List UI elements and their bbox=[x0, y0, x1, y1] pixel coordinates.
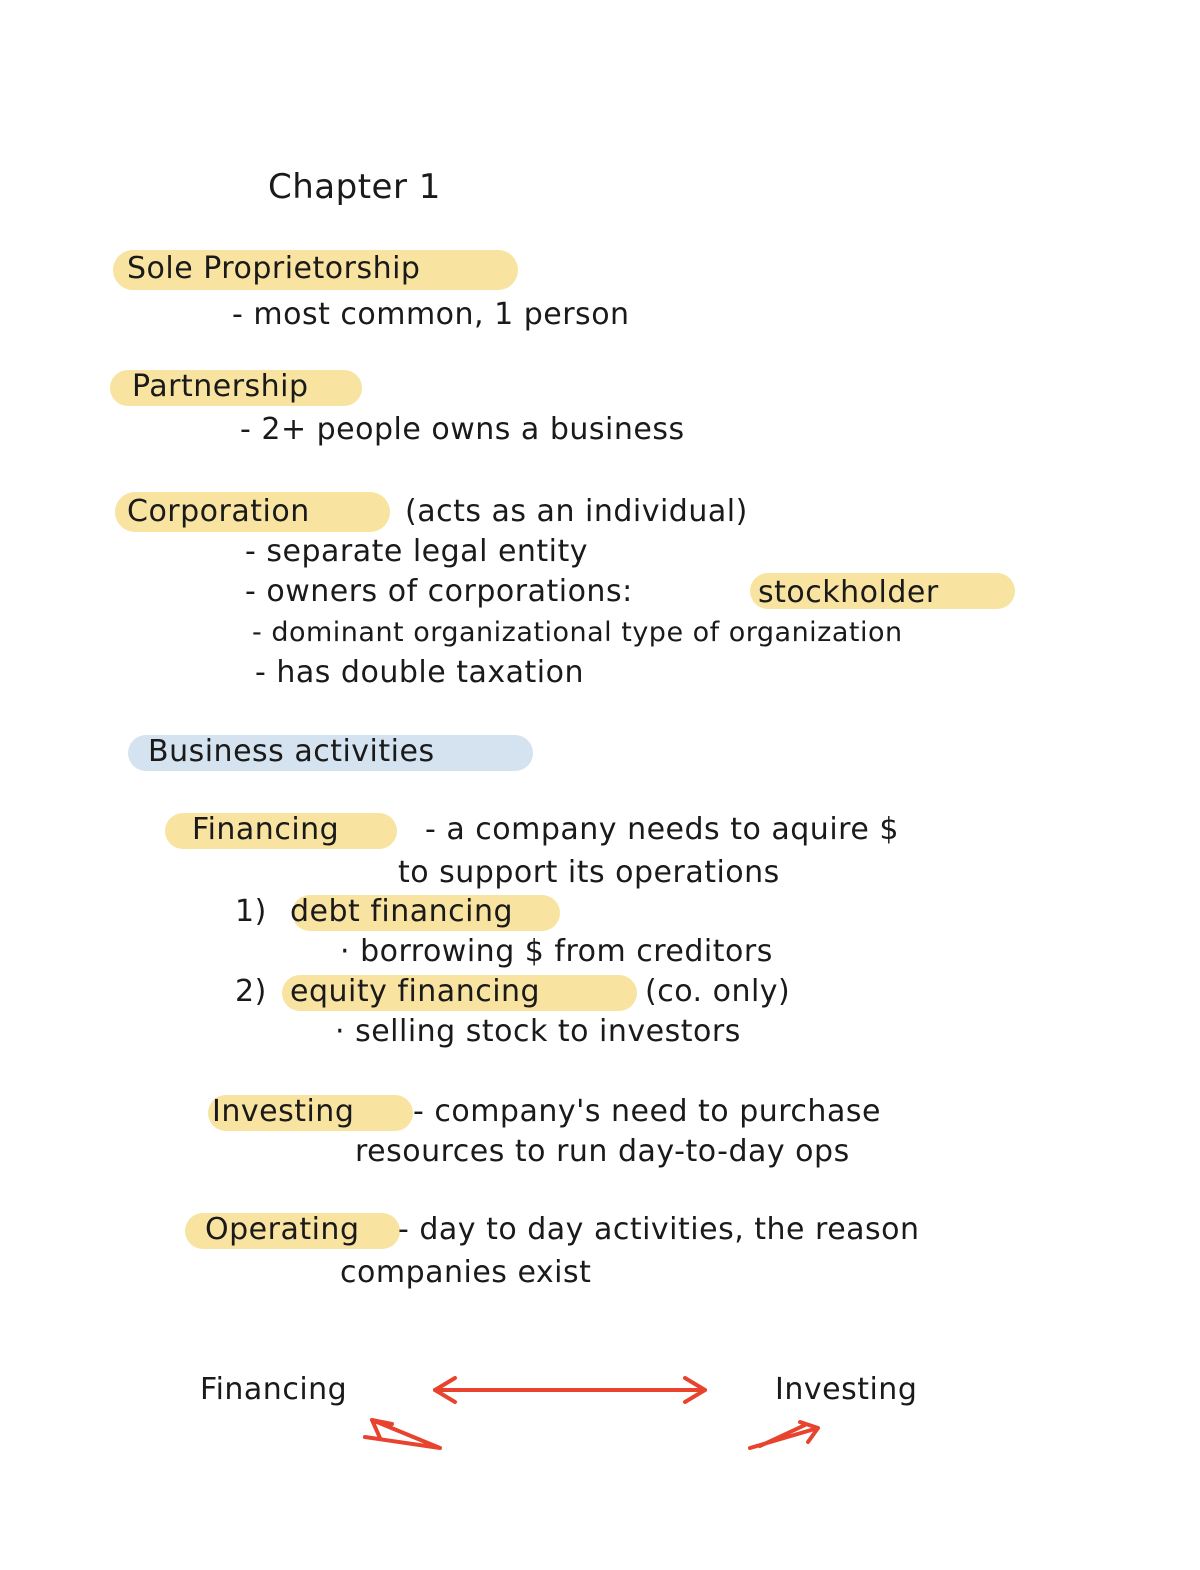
diagram-investing-label: Investing bbox=[775, 1372, 918, 1407]
investing-term: Investing bbox=[212, 1094, 355, 1129]
investing-line-1: - company's need to purchase bbox=[413, 1094, 881, 1129]
equity-financing-note: · selling stock to investors bbox=[335, 1014, 741, 1049]
page-title: Chapter 1 bbox=[268, 167, 441, 207]
corporation-point-4: - has double taxation bbox=[255, 655, 584, 690]
business-activities-heading: Business activities bbox=[148, 734, 435, 769]
financing-line-2: to support its operations bbox=[398, 855, 780, 890]
debt-financing-term: debt financing bbox=[290, 894, 514, 929]
corporation-point-1: - separate legal entity bbox=[245, 534, 589, 569]
sole-proprietorship-note: - most common, 1 person bbox=[232, 297, 630, 332]
financing-line-1: - a company needs to aquire $ bbox=[425, 812, 899, 847]
corporation-point-2: - owners of corporations: bbox=[245, 574, 633, 609]
corporation-aside: (acts as an individual) bbox=[405, 494, 748, 529]
equity-financing-aside: (co. only) bbox=[645, 974, 791, 1009]
debt-financing-number: 1) bbox=[235, 894, 267, 929]
financing-term: Financing bbox=[192, 812, 340, 847]
arrow-to-financing bbox=[365, 1420, 440, 1448]
operating-term: Operating bbox=[205, 1212, 360, 1247]
debt-financing-note: · borrowing $ from creditors bbox=[340, 934, 773, 969]
sole-proprietorship-heading: Sole Proprietorship bbox=[127, 251, 421, 286]
partnership-heading: Partnership bbox=[132, 369, 309, 404]
partnership-note: - 2+ people owns a business bbox=[240, 412, 685, 447]
investing-line-2: resources to run day-to-day ops bbox=[355, 1134, 850, 1169]
equity-financing-term: equity financing bbox=[290, 974, 541, 1009]
equity-financing-number: 2) bbox=[235, 974, 267, 1009]
arrow-to-investing bbox=[750, 1422, 818, 1448]
corporation-heading: Corporation bbox=[127, 494, 310, 529]
stockholder-term: stockholder bbox=[758, 575, 939, 610]
operating-line-1: - day to day activities, the reason bbox=[398, 1212, 920, 1247]
corporation-point-3: - dominant organizational type of organization bbox=[252, 617, 903, 648]
diagram-financing-label: Financing bbox=[200, 1372, 348, 1407]
operating-line-2: companies exist bbox=[340, 1255, 592, 1290]
